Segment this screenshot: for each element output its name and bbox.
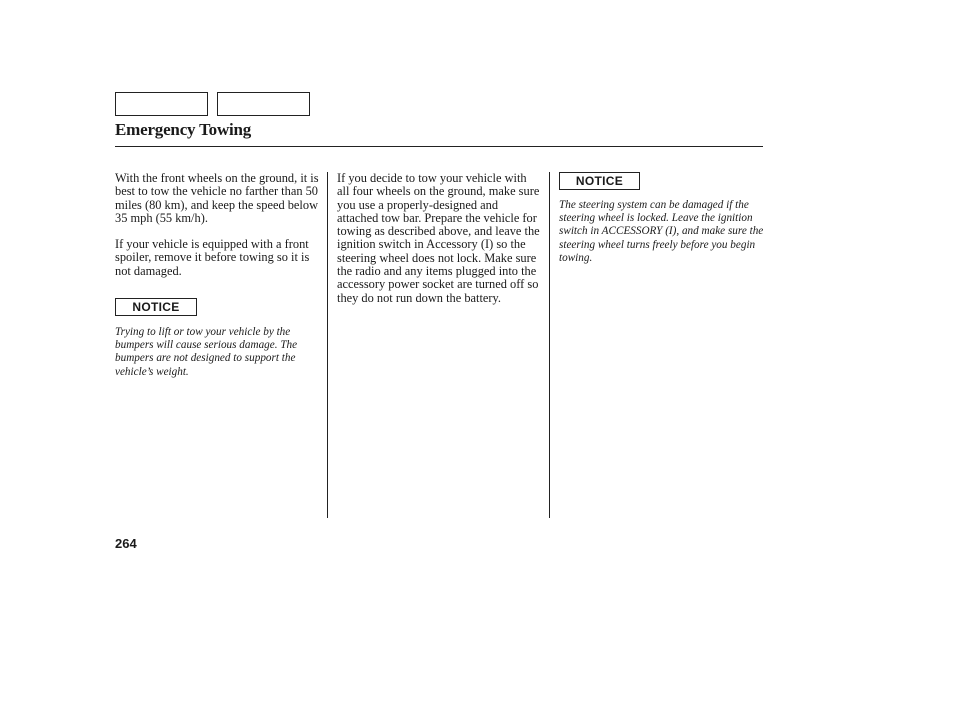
page-number: 264	[115, 536, 137, 551]
front-spoiler-paragraph: If your vehicle is equipped with a front spoiler, remove it before towing so it is not damaged.	[115, 237, 310, 278]
title-rule	[115, 146, 763, 147]
column-1	[115, 172, 323, 379]
notice-badge: NOTICE	[559, 172, 640, 190]
four-wheels-towing-paragraph: If you decide to tow your vehicle with all four wheels on the ground, make sure you use a properly-designed and attached tow bar. Prepare the vehicle for towing as described above, and leave the ignition switch in Accessory (I) so the steering wheel does not lock. Make sure the radio and any items plugged into the accessory power socket are turned off so they do not run down the battery.	[337, 171, 540, 305]
column-3	[559, 172, 769, 265]
nav-tab-previous[interactable]	[115, 92, 208, 116]
notice-badge: NOTICE	[115, 298, 197, 316]
column-divider	[327, 172, 328, 518]
column-2	[337, 172, 542, 305]
page-title: Emergency Towing	[115, 120, 252, 139]
nav-tab-next[interactable]	[217, 92, 310, 116]
steering-notice-text: The steering system can be damaged if the steering wheel is locked. Leave the ignition switch in ACCESSORY (I), and make sure the steering wheel turns freely before you begin towing.	[559, 199, 764, 264]
bumper-notice-text: Trying to lift or tow your vehicle by the bumpers will cause serious damage. The bumpers are not designed to support the vehicle’s weight.	[115, 326, 298, 378]
towing-distance-paragraph: With the front wheels on the ground, it is best to tow the vehicle no farther than 50 miles (80 km), and keep the speed below 35 mph (55 km/h).	[115, 171, 319, 225]
column-divider	[549, 172, 550, 518]
